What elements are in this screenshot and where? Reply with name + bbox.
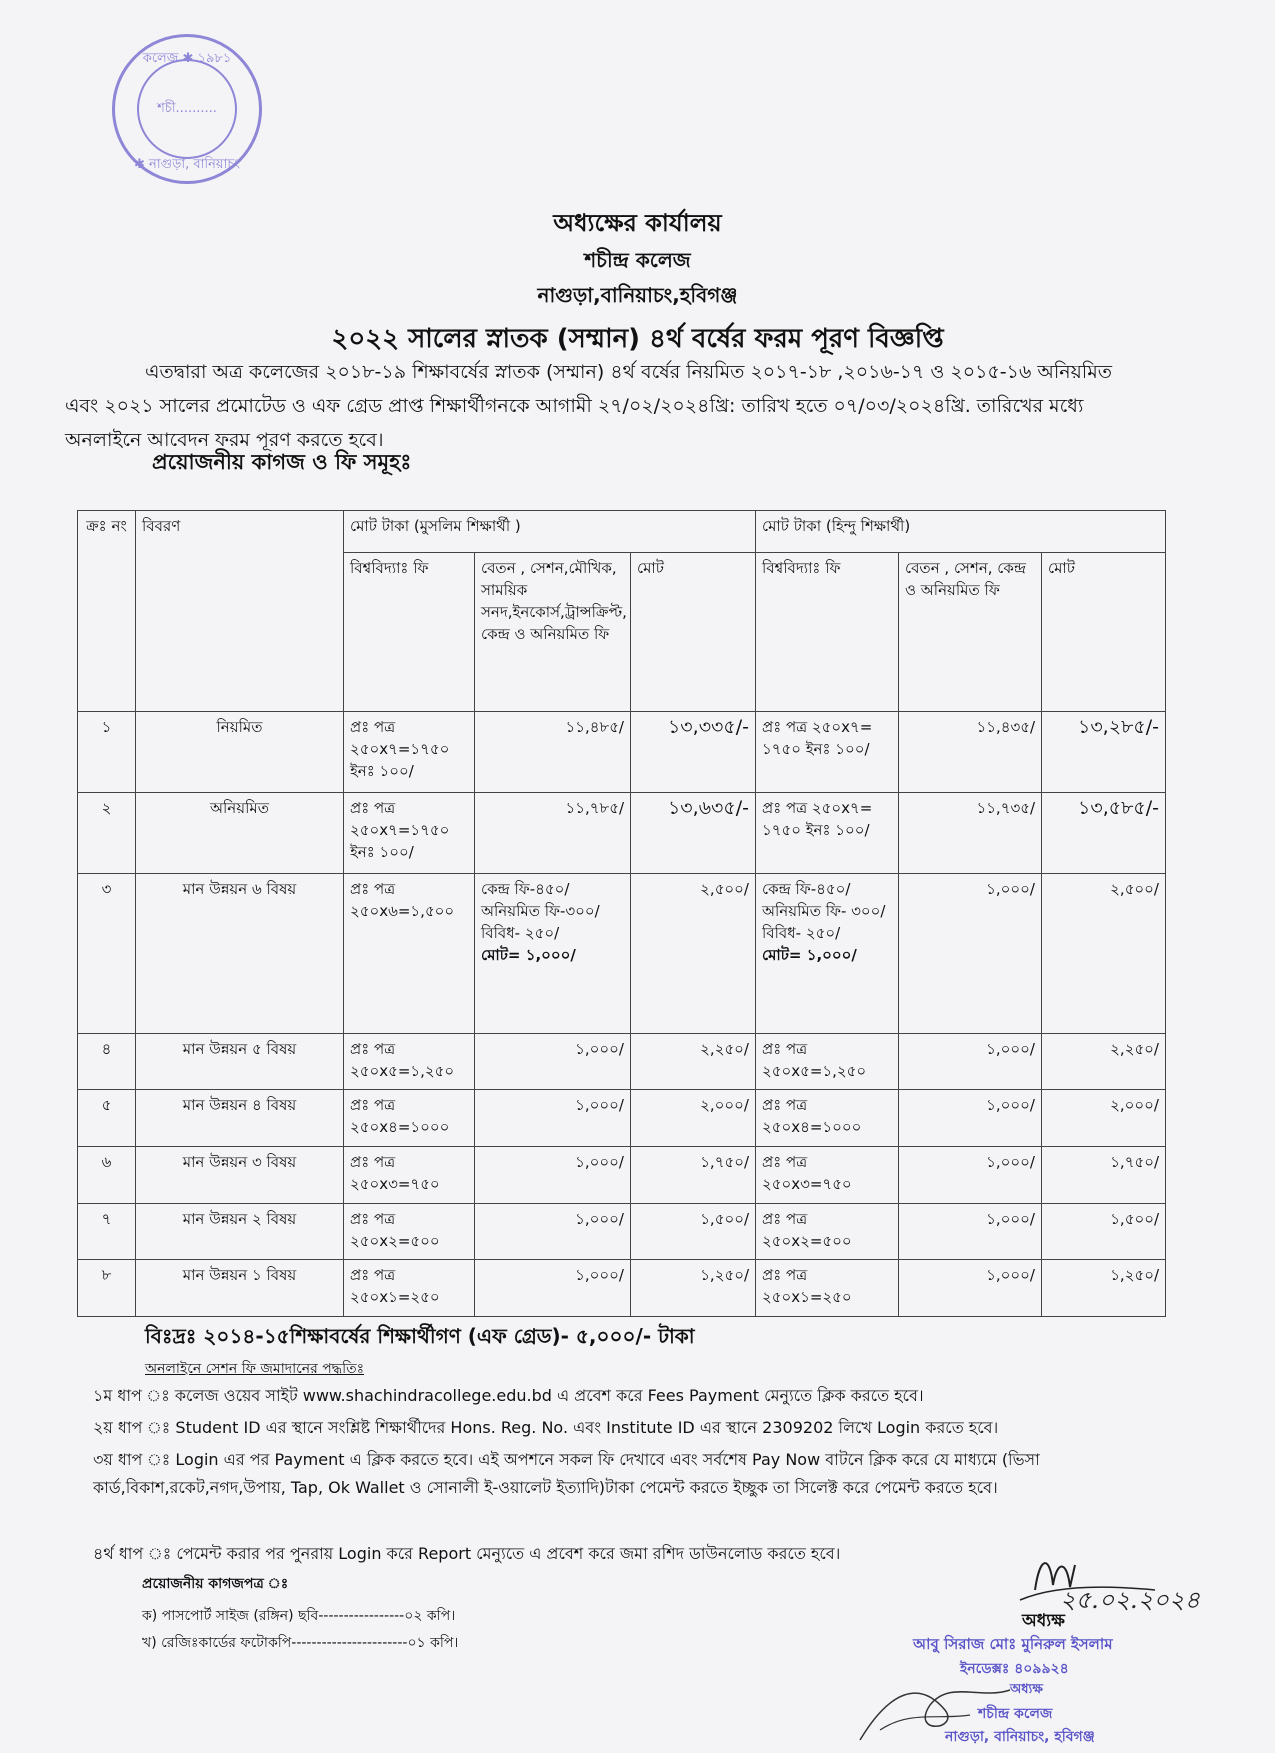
college-address: নাগুড়া,বানিয়াচং,হবিগঞ্জ xyxy=(537,283,738,307)
cell-description: মান উন্নয়ন ৬ বিষয় xyxy=(136,874,344,1034)
cell-muslim-total: ১,২৫০/ xyxy=(631,1260,756,1317)
cell-muslim-salary: ১১,৭৮৫/ xyxy=(475,793,631,874)
seal-inner xyxy=(137,59,237,159)
cell-description: নিয়মিত xyxy=(136,712,344,793)
table-row xyxy=(78,712,1166,793)
cell-serial: ৩ xyxy=(78,874,136,1034)
cell-hindu-salary: ১,০০০/ xyxy=(899,1260,1042,1317)
cell-muslim-univ-fee: প্রঃ পত্র ২৫০x৬=১,৫০০ xyxy=(344,874,475,1034)
seal-center-text: শচী.......... xyxy=(157,100,217,116)
cell-muslim-salary xyxy=(475,874,631,1034)
cell-muslim-salary: ১,০০০/ xyxy=(475,1260,631,1317)
cell-muslim-univ-fee: প্রঃ পত্র ২৫০x১=২৫০ xyxy=(344,1260,475,1317)
cell-description: অনিয়মিত xyxy=(136,793,344,874)
cell-muslim-univ-fee: প্রঃ পত্র ২৫০x৫=১,২৫০ xyxy=(344,1033,475,1090)
cell-serial: ৭ xyxy=(78,1203,136,1260)
cell-hindu-total: ১,৭৫০/ xyxy=(1042,1147,1166,1204)
cell-hindu-univ-fee: প্রঃ পত্র ২৫০x৩=৭৫০ xyxy=(756,1147,899,1204)
cell-serial: ৮ xyxy=(78,1260,136,1317)
table-row xyxy=(78,1090,1166,1147)
cell-hindu-salary: ১১,৪৩৫/ xyxy=(899,712,1042,793)
cell-serial: ৬ xyxy=(78,1147,136,1204)
table-row xyxy=(78,1260,1166,1317)
cell-muslim-univ-fee: প্রঃ পত্র ২৫০x৪=১০০০ xyxy=(344,1090,475,1147)
intro-paragraph: এতদ্বারা অত্র কলেজের ২০১৮-১৯ শিক্ষাবর্ষের স্নাতক (সম্মান) ৪র্থ বর্ষের নিয়মিত ২০১৭-১৮ ,২০১৬-১৭ ও ২০১৫-১৬ অনিয়মিত এবং ২০২১ সালের প্রমোটেড ও এফ গ্রেড প্রাপ্ত শিক্ষার্থীগনকে আগামী ২৭/০২/২০২৪খ্রি: তারিখ হতে ০৭/০৩/২০২৪খ্রি. তারিখের মধ্যে অনলাইনে আবেদন ফরম পূরণ করতে হবে। xyxy=(65,361,1113,451)
cell-hindu-salary: ১,০০০/ xyxy=(899,1203,1042,1260)
principal-label: অধ্যক্ষ xyxy=(1022,1611,1065,1631)
header-serial: ক্রঃ নং xyxy=(78,511,136,712)
cell-muslim-total: ২,৫০০/ xyxy=(631,874,756,1034)
cell-muslim-salary: ১,০০০/ xyxy=(475,1147,631,1204)
stamp-address: নাগুড়া, বানিয়াচং, হবিগঞ্জ xyxy=(945,1729,1095,1745)
office-title: অধ্যক্ষের কার্যালয় xyxy=(553,209,722,237)
table-row xyxy=(78,793,1166,874)
cell-muslim-total: ২,০০০/ xyxy=(631,1090,756,1147)
cell-serial: ৪ xyxy=(78,1033,136,1090)
cell-hindu-total: ১৩,২৮৫/- xyxy=(1042,712,1166,793)
step-1: ১ম ধাপ ঃ কলেজ ওয়েব সাইট www.shachindracollege.edu.bd এ প্রবেশ করে Fees Payment মেন্যুতে ক্লিক করতে হবে। xyxy=(93,1386,924,1405)
cell-hindu-salary: ১১,৭৩৫/ xyxy=(899,793,1042,874)
cell-hindu-univ-fee: প্রঃ পত্র ২৫০x১=২৫০ xyxy=(756,1260,899,1317)
univ-fee-breakdown: কেন্দ্র ফি-৪৫০/ অনিয়মিত ফি- ৩০০/ বিবিধ- ২৫০/ xyxy=(762,880,886,943)
cell-hindu-total: ১৩,৫৮৫/- xyxy=(1042,793,1166,874)
header-salary-muslim: বেতন , সেশন,মৌখিক, সাময়িক সনদ,ইনকোর্স,ট্রান্সক্রিপ্ট, কেন্দ্র ও অনিয়মিত ফি xyxy=(475,553,631,712)
cell-hindu-total: ২,২৫০/ xyxy=(1042,1033,1166,1090)
cell-description: মান উন্নয়ন ২ বিষয় xyxy=(136,1203,344,1260)
signature-date: ২৫.০২.২০২৪ xyxy=(1060,1586,1201,1614)
header-salary-hindu: বেতন , সেশন, কেন্দ্র ও অনিয়মিত ফি xyxy=(899,553,1042,712)
salary-breakdown-total: মোট= ১,০০০/ xyxy=(481,946,576,965)
table-row xyxy=(78,874,1166,1034)
cell-hindu-univ-fee: প্রঃ পত্র ২৫০x৪=১০০০ xyxy=(756,1090,899,1147)
cell-hindu-univ-fee xyxy=(756,874,899,1034)
paper-item-photo: ক) পাসপোর্ট সাইজ (রঙ্গিন) ছবি-----------------০২ কপি। xyxy=(142,1608,456,1624)
cell-muslim-salary: ১১,৪৮৫/ xyxy=(475,712,631,793)
cell-serial: ৫ xyxy=(78,1090,136,1147)
cell-description: মান উন্নয়ন ৩ বিষয় xyxy=(136,1147,344,1204)
cell-muslim-univ-fee: প্রঃ পত্র ২৫০x৩=৭৫০ xyxy=(344,1147,475,1204)
table-header-row xyxy=(78,511,1166,553)
cell-muslim-univ-fee: প্রঃ পত্র ২৫০x২=৫০০ xyxy=(344,1203,475,1260)
cell-hindu-total: ১,২৫০/ xyxy=(1042,1260,1166,1317)
cell-muslim-salary: ১,০০০/ xyxy=(475,1090,631,1147)
cell-hindu-univ-fee: প্রঃ পত্র ২৫০x২=৫০০ xyxy=(756,1203,899,1260)
required-title: প্রয়োজনীয় কাগজ ও ফি সমূহঃ xyxy=(152,450,412,474)
stamp-index: ইনডেক্সঃ ৪০৯৯২৪ xyxy=(960,1661,1069,1677)
stamp-college: শচীন্দ্র কলেজ xyxy=(978,1706,1053,1722)
step-2: ২য় ধাপ ঃ Student ID এর স্থানে সংশ্লিষ্ট শিক্ষার্থীদের Hons. Reg. No. এবং Institute ID এর স্থানে 2309202 লিখে Login করতে হবে। xyxy=(93,1418,999,1437)
cell-description: মান উন্নয়ন ৫ বিষয় xyxy=(136,1033,344,1090)
cell-description: মান উন্নয়ন ১ বিষয় xyxy=(136,1260,344,1317)
header-univ-fee: বিশ্ববিদ্যাঃ ফি xyxy=(756,553,899,712)
cell-hindu-univ-fee: প্রঃ পত্র ২৫০x৭= ১৭৫০ ইনঃ ১০০/ xyxy=(756,793,899,874)
online-payment-title: অনলাইনে সেশন ফি জমাদানের পদ্ধতিঃ xyxy=(145,1361,365,1377)
cell-hindu-univ-fee: প্রঃ পত্র ২৫০x৭= ১৭৫০ ইনঃ ১০০/ xyxy=(756,712,899,793)
cell-muslim-total: ১,৭৫০/ xyxy=(631,1147,756,1204)
header-hindu-total: মোট টাকা (হিন্দু শিক্ষার্থী) xyxy=(756,511,1166,553)
cell-muslim-salary: ১,০০০/ xyxy=(475,1033,631,1090)
cell-hindu-salary: ১,০০০/ xyxy=(899,1090,1042,1147)
header-univ-fee: বিশ্ববিদ্যাঃ ফি xyxy=(344,553,475,712)
cell-muslim-total: ১৩,৬৩৫/- xyxy=(631,793,756,874)
papers-title: প্রয়োজনীয় কাগজপত্র ঃ xyxy=(142,1576,289,1592)
cell-hindu-salary: ১,০০০/ xyxy=(899,1033,1042,1090)
cell-muslim-univ-fee: প্রঃ পত্র ২৫০x৭=১৭৫০ ইনঃ ১০০/ xyxy=(344,712,475,793)
cell-hindu-total: ১,৫০০/ xyxy=(1042,1203,1166,1260)
cell-hindu-salary: ১,০০০/ xyxy=(899,874,1042,1034)
note-f-grade: বিঃদ্রঃ ২০১৪-১৫শিক্ষাবর্ষের শিক্ষার্থীগণ (এফ গ্রেড)- ৫,০০০/- টাকা xyxy=(145,1324,695,1348)
step-3: ৩য় ধাপ ঃ Login এর পর Payment এ ক্লিক করতে হবে। এই অপশনে সকল ফি দেখাবে এবং সর্বশেষ Pay Now বাটনে ক্লিক করে যে মাধ্যমে (ভিসা কার্ড,বিকাশ,রকেট,নগদ,উপায়, Tap, Ok Wallet ও সোনালী ই-ওয়ালেট ইত্যাদি)টাকা পেমেন্ট করতে ইচ্ছুক তা সিলেক্ট করে পেমেন্ট করতে হবে। xyxy=(93,1450,1040,1497)
step-4: ৪র্থ ধাপ ঃ পেমেন্ট করার পর পুনরায় Login করে Report মেন্যুতে এ প্রবেশ করে জমা রশিদ ডাউনলোড করতে হবে। xyxy=(93,1544,841,1563)
cell-muslim-salary: ১,০০০/ xyxy=(475,1203,631,1260)
cell-hindu-total: ২,৫০০/ xyxy=(1042,874,1166,1034)
header-total: মোট xyxy=(1042,553,1166,712)
paper-item-reg-card: খ) রেজিঃকার্ডের ফটোকপি-----------------------০১ কপি। xyxy=(142,1635,459,1651)
cell-description: মান উন্নয়ন ৪ বিষয় xyxy=(136,1090,344,1147)
college-name: শচীন্দ্র কলেজ xyxy=(584,248,691,272)
seal-bottom-text: ✱ নাগুড়া, বানিয়াচং xyxy=(134,157,240,172)
cell-muslim-total: ২,২৫০/ xyxy=(631,1033,756,1090)
cell-hindu-univ-fee: প্রঃ পত্র ২৫০x৫=১,২৫০ xyxy=(756,1033,899,1090)
notice-title: ২০২২ সালের স্নাতক (সম্মান) ৪র্থ বর্ষের ফরম পূরণ বিজ্ঞপ্তি xyxy=(331,324,944,354)
header-muslim-total: মোট টাকা (মুসলিম শিক্ষার্থী ) xyxy=(344,511,756,553)
cell-muslim-total: ১৩,৩৩৫/- xyxy=(631,712,756,793)
stamp-signature xyxy=(850,1650,1070,1750)
table-row xyxy=(78,1033,1166,1090)
stamp-title: অধ্যক্ষ xyxy=(1010,1682,1043,1697)
header-description: বিবরণ xyxy=(136,511,344,712)
cell-serial: ২ xyxy=(78,793,136,874)
table-row xyxy=(78,1203,1166,1260)
table-row xyxy=(78,1147,1166,1204)
cell-hindu-salary: ১,০০০/ xyxy=(899,1147,1042,1204)
seal-top-text: কলেজ ✱ ১৯৮১ xyxy=(142,51,232,66)
univ-fee-breakdown-total: মোট= ১,০০০/ xyxy=(762,946,857,965)
stamp-name: আবু সিরাজ মোঃ মুনিরুল ইসলাম xyxy=(913,1635,1113,1653)
fee-table xyxy=(77,510,1166,1317)
cell-serial: ১ xyxy=(78,712,136,793)
cell-hindu-total: ২,০০০/ xyxy=(1042,1090,1166,1147)
college-seal xyxy=(112,34,262,184)
header-total: মোট xyxy=(631,553,756,712)
salary-breakdown: কেন্দ্র ফি-৪৫০/ অনিয়মিত ফি-৩০০/ বিবিধ- ২৫০/ xyxy=(481,880,600,943)
cell-muslim-total: ১,৫০০/ xyxy=(631,1203,756,1260)
cell-muslim-univ-fee: প্রঃ পত্র ২৫০x৭=১৭৫০ ইনঃ ১০০/ xyxy=(344,793,475,874)
